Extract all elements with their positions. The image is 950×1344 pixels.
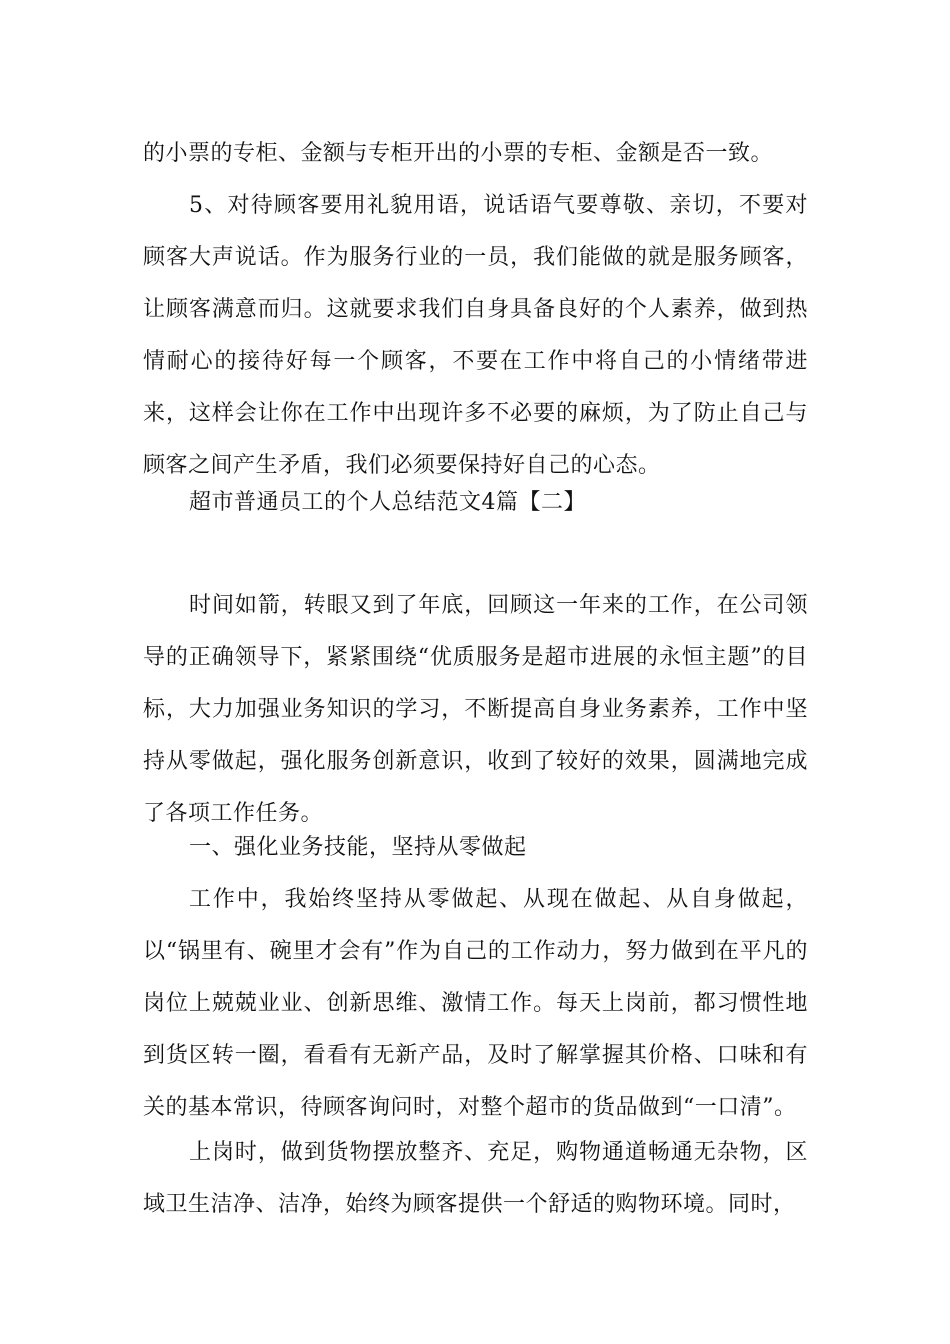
section-title: 超市普通员工的个人总结范文4篇【二】 <box>189 490 586 515</box>
paragraph-on-duty: 上岗时，做到货物摆放整齐、充足，购物通道畅通无杂物，区域卫生洁净、洁净，始终为顾客提供一个舒适的购物环境。同时， <box>143 1140 808 1217</box>
paragraph-skills: 工作中，我始终坚持从零做起、从现在做起、从自身做起，以“锅里有、碗里才会有”作为自己的工作动力，努力做到在平凡的岗位上兢兢业业、创新思维、激情工作。每天上岗前，都习惯性地到货区转一圈，看看有无新产品，及时了解掌握其价格、口味和有关的基本常识，待顾客询问时，对整个超市的货品做到“一口清”。 <box>143 887 808 1120</box>
section-heading-1: 一、强化业务技能，坚持从零做起 <box>189 835 527 860</box>
paragraph-item-5: 5、对待顾客要用礼貌用语，说话语气要尊敬、亲切，不要对顾客大声说话。作为服务行业的一员，我们能做的就是服务顾客，让顾客满意而归。这就要求我们自身具备良好的个人素养，做到热情耐心的接待好每一个顾客，不要在工作中将自己的小情绪带进来，这样会让你在工作中出现许多不必要的麻烦，为了防止自己与顾客之间产生矛盾，我们必须要保持好自己的心态。 <box>143 193 808 478</box>
paragraph-intro: 时间如箭，转眼又到了年底，回顾这一年来的工作，在公司领导的正确领导下，紧紧围绕“优质服务是超市进展的永恒主题”的目标，大力加强业务知识的学习，不断提高自身业务素养，工作中坚持从零做起，强化服务创新意识，收到了较好的效果，圆满地完成了各项工作任务。 <box>143 593 808 826</box>
paragraph-continuation: 的小票的专柜、金额与专柜开出的小票的专柜、金额是否一致。 <box>143 141 774 166</box>
